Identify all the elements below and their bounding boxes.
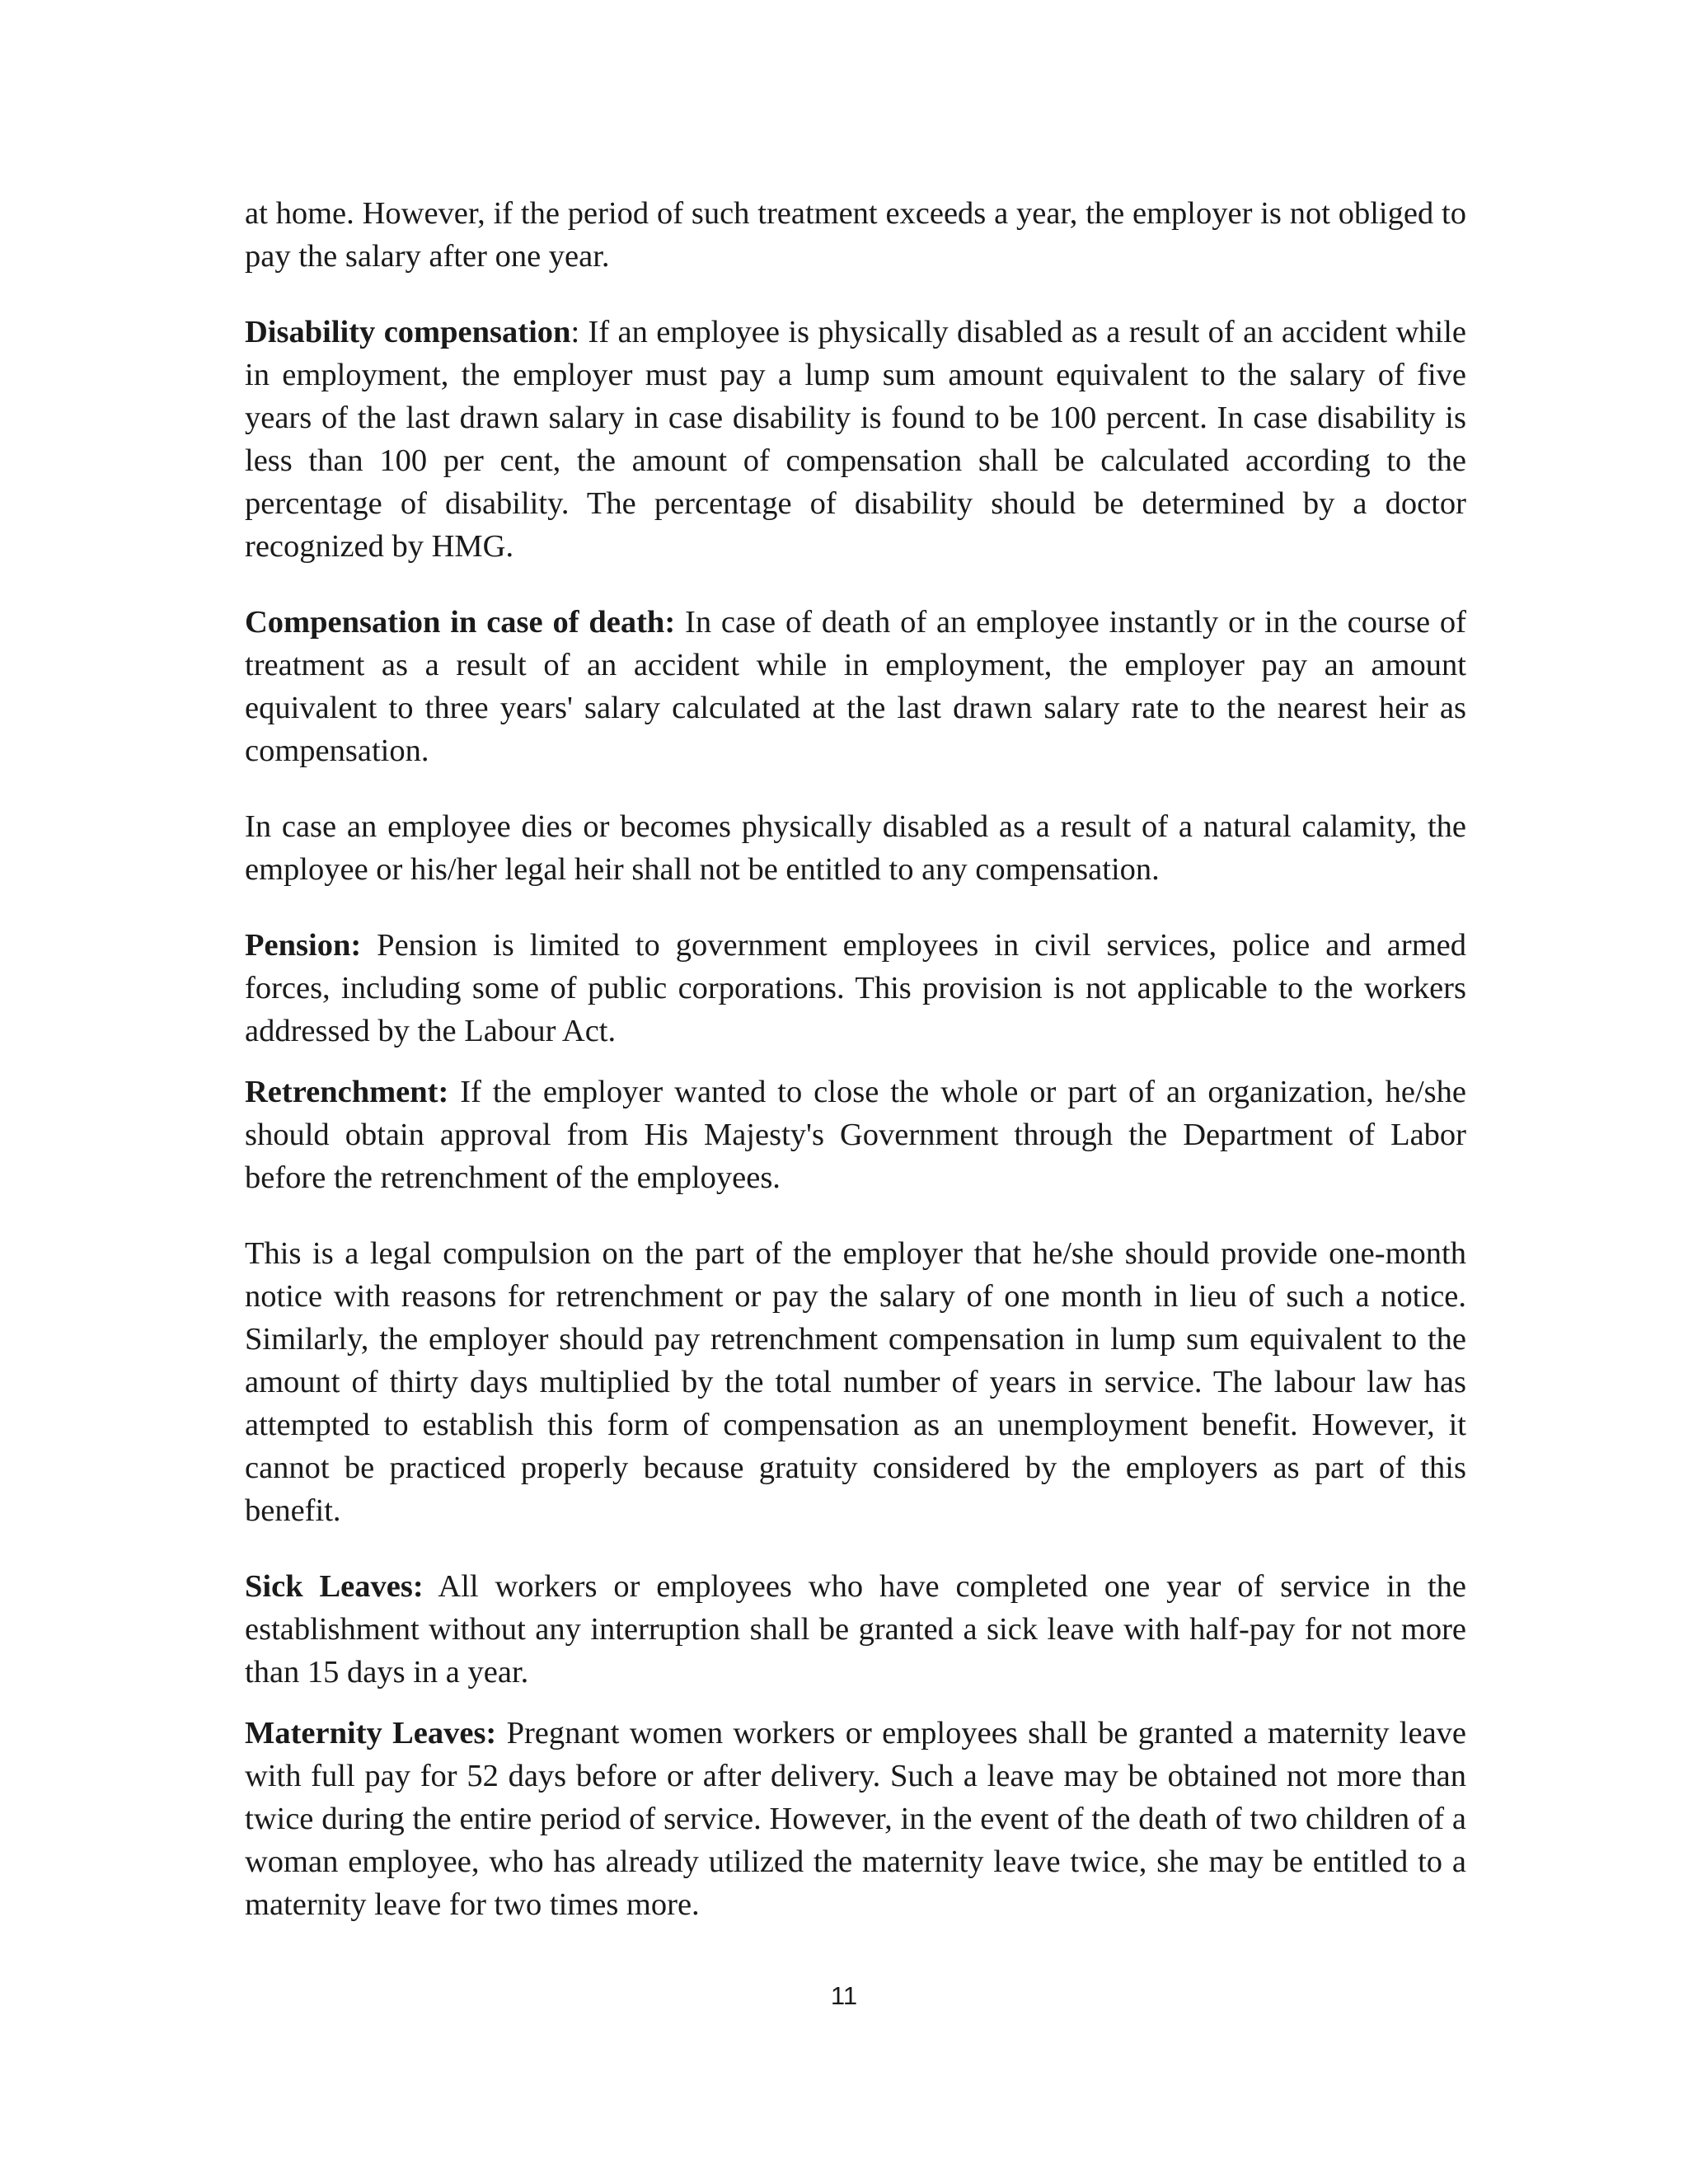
paragraph-heading: Sick Leaves: [245,1569,424,1604]
paragraph-text: : If an employee is physically disabled as a result of an accident while in employment, the employer must pay a lump sum amount equivalent to the salary of five years of the last drawn salary in case disability is found to be 100 percent. In case disability is less than 100 per cent, the amount of compensation shall be calculated according to the percentage of disability. The percentage of disability should be determined by a doctor recognized by HMG. [245,315,1466,564]
paragraph-text: In case of death of an employee instantly or in the course of treatment as a result of an accident while in employment, the employer pay an amount equivalent to three years' salary calculated at the last drawn salary rate to the nearest heir as compensation. [245,605,1466,768]
paragraph-sick-leaves [245,1565,1466,1694]
paragraph-heading: Maternity Leaves: [245,1716,497,1750]
paragraph-maternity-leaves [245,1712,1466,1926]
paragraph-text: This is a legal compulsion on the part of the employer that he/she should provide one-month notice with reasons for retrenchment or pay the salary of one month in lieu of such a notice. Similarly, the employer should pay retrenchment compensation in lump sum equivalent to the amount of thirty days multiplied by the total number of years in service. The labour law has attempted to establish this form of compensation as an unemployment benefit. However, it cannot be practiced properly because gratuity considered by the employers as part of this benefit. [245,1236,1466,1528]
paragraph-natural-calamity [245,805,1466,891]
paragraph-legal-compulsion [245,1232,1466,1532]
paragraph-text: In case an employee dies or becomes physically disabled as a result of a natural calamity, the employee or his/her legal heir shall not be entitled to any compensation. [245,809,1466,887]
document-body [245,192,1466,1926]
paragraph-heading: Disability compensation [245,315,571,349]
paragraph-heading: Compensation in case of death: [245,605,676,640]
paragraph-heading: Retrenchment: [245,1075,449,1109]
paragraph-text: If the employer wanted to close the whole or part of an organization, he/she should obtain approval from His Majesty's Government through the Department of Labor before the retrenchment of the employees. [245,1075,1466,1195]
paragraph-retrenchment [245,1071,1466,1199]
paragraph-heading: Pension: [245,928,362,963]
paragraph-disability-compensation [245,311,1466,568]
paragraph-pension [245,924,1466,1052]
paragraph-text: Pregnant women workers or employees shall be granted a maternity leave with full pay for 52 days before or after delivery. Such a leave may be obtained not more than twice during the entire period of service. However, in the event of the death of two children of a woman employee, who has already utilized the maternity leave twice, she may be entitled to a maternity leave for two times more. [245,1716,1466,1922]
paragraph-compensation-death [245,601,1466,772]
paragraph-text: All workers or employees who have completed one year of service in the establishment without any interruption shall be granted a sick leave with half-pay for not more than 15 days in a year. [245,1569,1466,1690]
paragraph-text: Pension is limited to government employees in civil services, police and armed forces, including some of public corporations. This provision is not applicable to the workers addressed by the Labour Act. [245,928,1466,1048]
paragraph-treatment-continued [245,192,1466,278]
page-number: 11 [830,1981,858,2010]
paragraph-text: at home. However, if the period of such treatment exceeds a year, the employer is not obliged to pay the salary after one year. [245,196,1466,274]
